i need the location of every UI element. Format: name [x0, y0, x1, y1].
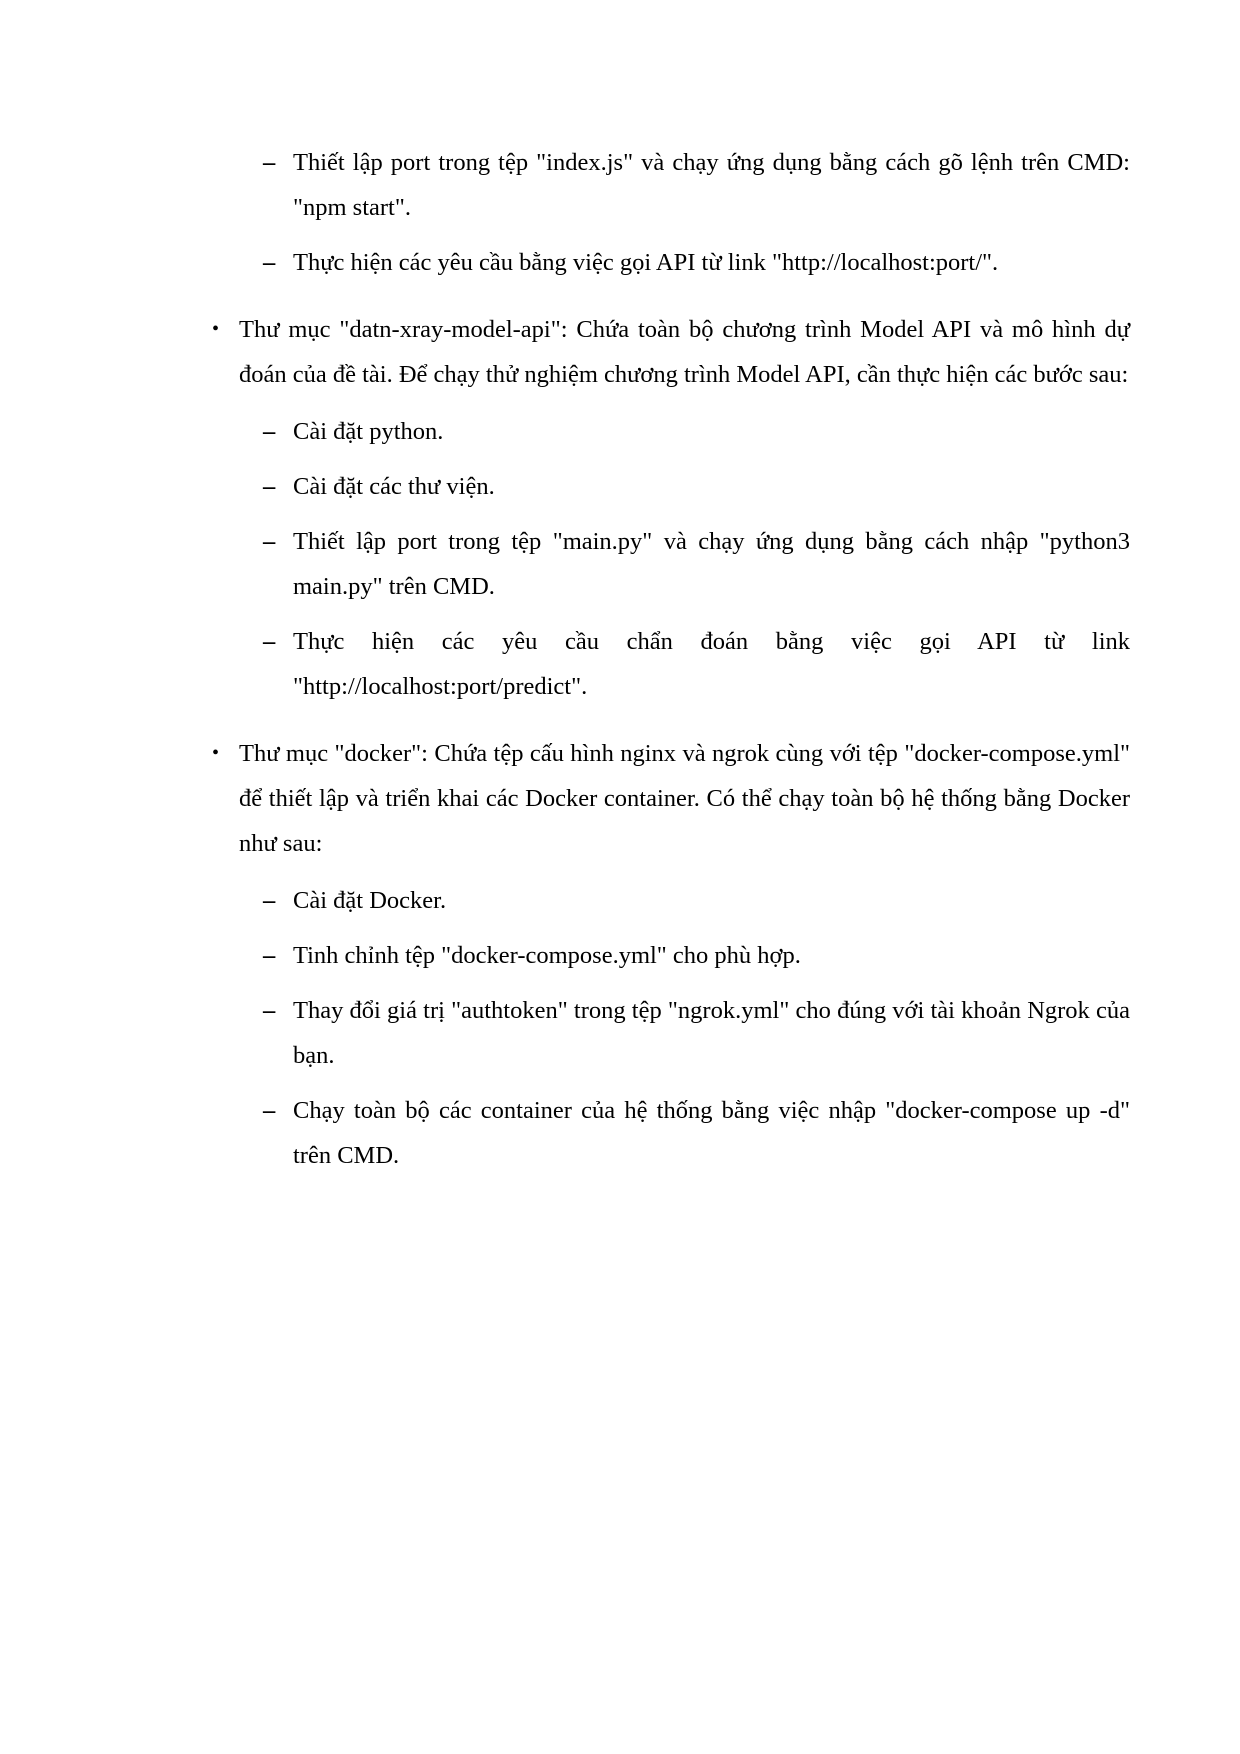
dash-marker: – — [263, 887, 276, 914]
dash-marker: – — [263, 528, 276, 555]
list-item — [263, 409, 1130, 454]
dash-marker: – — [263, 1097, 276, 1124]
dash-marker: – — [263, 942, 276, 969]
list-item — [263, 519, 1130, 609]
step-text: Thực hiện các yêu cầu chẩn đoán bằng việc gọi API từ link "http://localhost:port/predict". — [293, 628, 1130, 700]
step-text: Cài đặt python. — [293, 418, 444, 445]
step-text: Thay đổi giá trị "authtoken" trong tệp "ngrok.yml" cho đúng với tài khoản Ngrok của bạn. — [293, 997, 1130, 1069]
list-item — [263, 240, 1130, 285]
list-item — [263, 619, 1130, 709]
document-body — [212, 140, 1130, 1188]
frontend-steps-list — [212, 140, 1130, 285]
dash-marker: – — [263, 997, 276, 1024]
step-text: Cài đặt các thư viện. — [293, 473, 495, 500]
model-api-folder-item — [212, 307, 1130, 397]
dash-marker: – — [263, 628, 276, 655]
dash-marker: – — [263, 418, 276, 445]
list-item — [263, 464, 1130, 509]
bullet-marker: • — [212, 318, 220, 340]
step-text: Tinh chỉnh tệp "docker-compose.yml" cho phù hợp. — [293, 942, 801, 969]
bullet-marker: • — [212, 742, 220, 764]
step-text: Thực hiện các yêu cầu bằng việc gọi API từ link "http://localhost:port/". — [293, 249, 999, 276]
list-item — [263, 988, 1130, 1078]
step-text: Cài đặt Docker. — [293, 887, 447, 914]
list-item — [263, 933, 1130, 978]
list-item — [263, 1088, 1130, 1178]
docker-folder-item — [212, 731, 1130, 866]
docker-steps-list — [212, 878, 1130, 1178]
bullet-text: Thư mục "docker": Chứa tệp cấu hình nginx và ngrok cùng với tệp "docker-compose.yml" để thiết lập và triển khai các Docker container. Có thể chạy toàn bộ hệ thống bằng Docker như sau: — [239, 740, 1130, 857]
step-text: Thiết lập port trong tệp "index.js" và chạy ứng dụng bằng cách gõ lệnh trên CMD: "npm start". — [293, 149, 1130, 221]
dash-marker: – — [263, 473, 276, 500]
dash-marker: – — [263, 149, 276, 176]
step-text: Chạy toàn bộ các container của hệ thống bằng việc nhập "docker-compose up -d" trên CMD. — [293, 1097, 1130, 1169]
list-item — [263, 140, 1130, 230]
model-api-steps-list — [212, 409, 1130, 709]
bullet-text: Thư mục "datn-xray-model-api": Chứa toàn bộ chương trình Model API và mô hình dự đoán của đề tài. Để chạy thử nghiệm chương trình Model API, cần thực hiện các bước sau: — [239, 316, 1130, 388]
step-text: Thiết lập port trong tệp "main.py" và chạy ứng dụng bằng cách nhập "python3 main.py" trên CMD. — [293, 528, 1130, 600]
dash-marker: – — [263, 249, 276, 276]
list-item — [263, 878, 1130, 923]
